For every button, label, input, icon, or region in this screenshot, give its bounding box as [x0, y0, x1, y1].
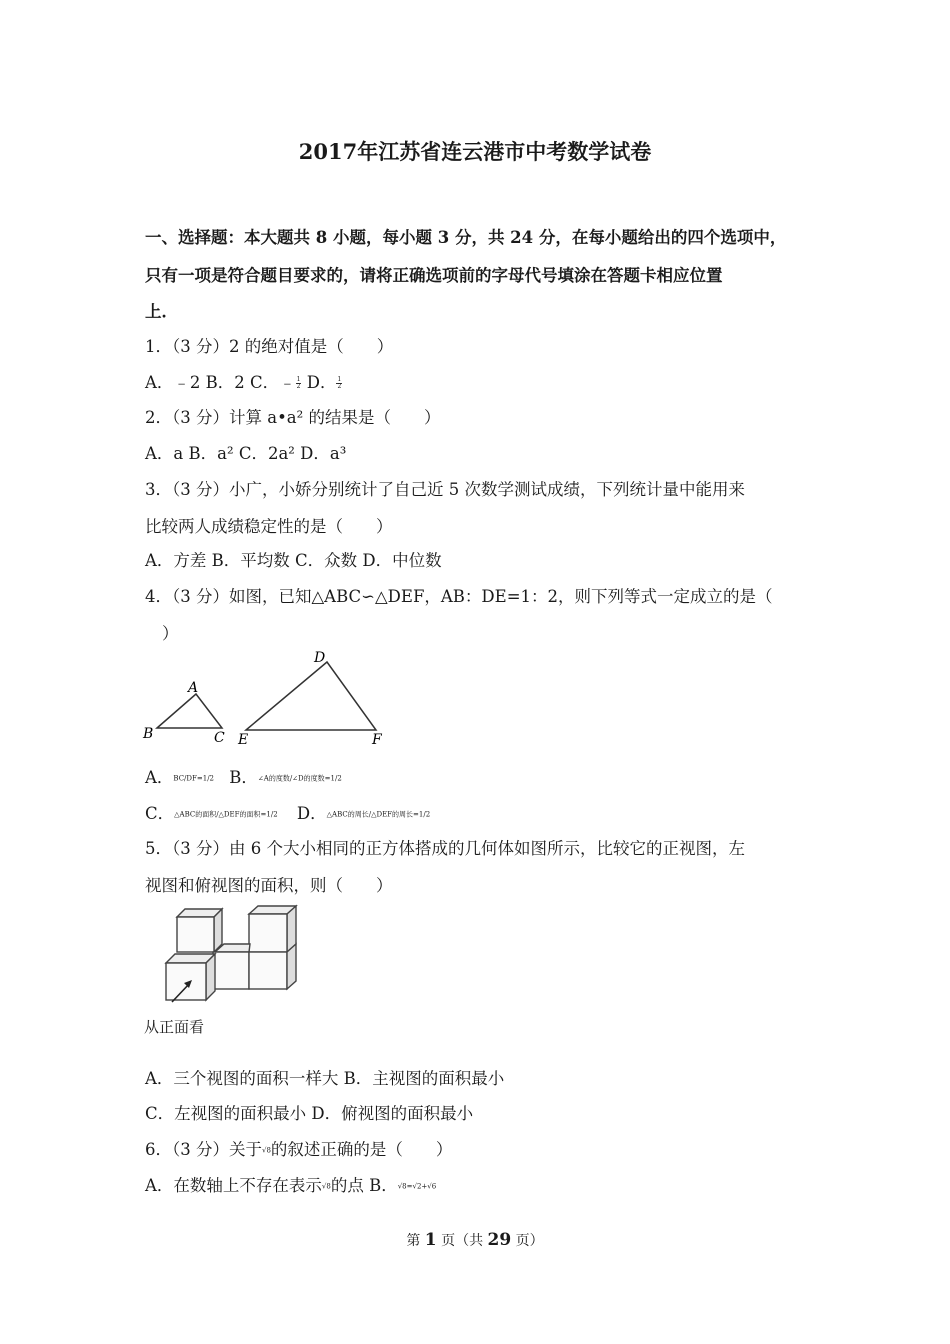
q5-figure-caption: 从正面看: [144, 1018, 205, 1036]
q6-opt-a-math: √8: [321, 1182, 331, 1191]
q3-stem-line1: 3．（3 分）小广，小娇分别统计了自己近 5 次数学测试成绩，下列统计量中能用来: [145, 480, 745, 499]
q4-options-cd: [145, 800, 430, 824]
footer-pre: 第: [406, 1233, 425, 1249]
q6-stem-math: √8: [262, 1146, 271, 1155]
q6-opt-a-post: 的点 B．: [330, 1176, 398, 1195]
q1-frac-d-num: 1: [337, 376, 342, 383]
q4-opt-c-label: C．: [145, 804, 175, 823]
q4-opt-c-math: △ABC的面积/△DEF的面积=1/2: [174, 810, 278, 819]
q5-options-ab: A．三个视图的面积一样大 B．主视图的面积最小: [145, 1069, 505, 1088]
footer-total-pages: 29: [487, 1230, 512, 1250]
page-footer: [0, 1230, 950, 1250]
q4-opt-b-math: ∠A的度数/∠D的度数=1/2: [257, 774, 342, 783]
label-d: D: [314, 650, 326, 666]
q4-stem-line2: ）: [162, 624, 179, 643]
q3-stem-line2: 比较两人成绩稳定性的是（ ）: [145, 517, 393, 536]
section-heading-line2: 只有一项是符合题目要求的，请将正确选项前的字母代号填涂在答题卡相应位置: [145, 266, 723, 285]
q1-frac-num: 1: [296, 376, 301, 383]
label-f: F: [372, 732, 382, 748]
q1-fraction-d: [336, 377, 342, 390]
q5-stem-line1: 5．（3 分）由 6 个大小相同的正方体搭成的几何体如图所示，比较它的正视图，左: [145, 839, 745, 858]
q5-stem-line2: 视图和俯视图的面积，则（ ）: [145, 876, 393, 895]
q4-options-ab: [145, 764, 342, 788]
q4-stem-line1: 4．（3 分）如图，已知△ABC∽△DEF，AB：DE=1：2，则下列等式一定成立的是（: [145, 587, 773, 606]
q3-options: A．方差 B．平均数 C．众数 D．中位数: [145, 551, 442, 570]
footer-page-number: 1: [424, 1230, 437, 1250]
triangle-abc: [157, 694, 222, 728]
q1-stem: 1．（3 分）2 的绝对值是（ ）: [145, 337, 394, 356]
triangle-def: [246, 662, 376, 730]
footer-mid: 页（共: [436, 1233, 488, 1249]
q4-opt-a-label: A．: [145, 768, 174, 787]
q6-stem: [145, 1136, 452, 1160]
label-a: A: [188, 680, 199, 696]
q1-frac-d-den: 2: [337, 383, 342, 390]
label-c: C: [214, 730, 225, 746]
q1-frac-den: 2: [296, 383, 301, 390]
label-b: B: [143, 726, 154, 742]
q4-opt-b-label: B．: [229, 768, 258, 787]
section-heading-line3: 上．: [145, 302, 178, 321]
q4-opt-a-math: BC/DF=1/2: [173, 774, 215, 783]
label-e: E: [238, 732, 249, 748]
q6-options: [145, 1172, 436, 1196]
page-title: 2017年江苏省连云港市中考数学试卷: [298, 139, 652, 164]
q1-option-d: D．: [301, 373, 337, 392]
footer-post: 页）: [511, 1233, 544, 1249]
q5-cubes-figure: [140, 900, 310, 1018]
section-heading-line1: 一、选择题：本大题共 8 小题，每小题 3 分，共 24 分，在每小题给出的四个选项中，: [145, 228, 787, 247]
q4-opt-d-label: D．: [296, 804, 327, 823]
q4-triangles-figure: [140, 646, 400, 750]
q2-stem: 2．（3 分）计算 a•a² 的结果是（ ）: [145, 408, 441, 427]
q6-stem-pre: 6．（3 分）关于: [145, 1140, 262, 1159]
q6-opt-a-pre: A．在数轴上不存在表示: [145, 1176, 322, 1195]
q4-opt-d-math: △ABC的周长/△DEF的周长=1/2: [326, 810, 431, 819]
q1-options: [145, 369, 342, 393]
q6-opt-b-math: √8=√2+√6: [397, 1182, 437, 1191]
q2-options: A．a B．a² C．2a² D．a³: [145, 444, 347, 463]
q6-stem-post: 的叙述正确的是（ ）: [270, 1140, 453, 1159]
q1-options-text: A．﹣2 B．2 C．﹣: [145, 373, 296, 392]
q5-options-cd: C．左视图的面积最小 D．俯视图的面积最小: [145, 1104, 474, 1123]
